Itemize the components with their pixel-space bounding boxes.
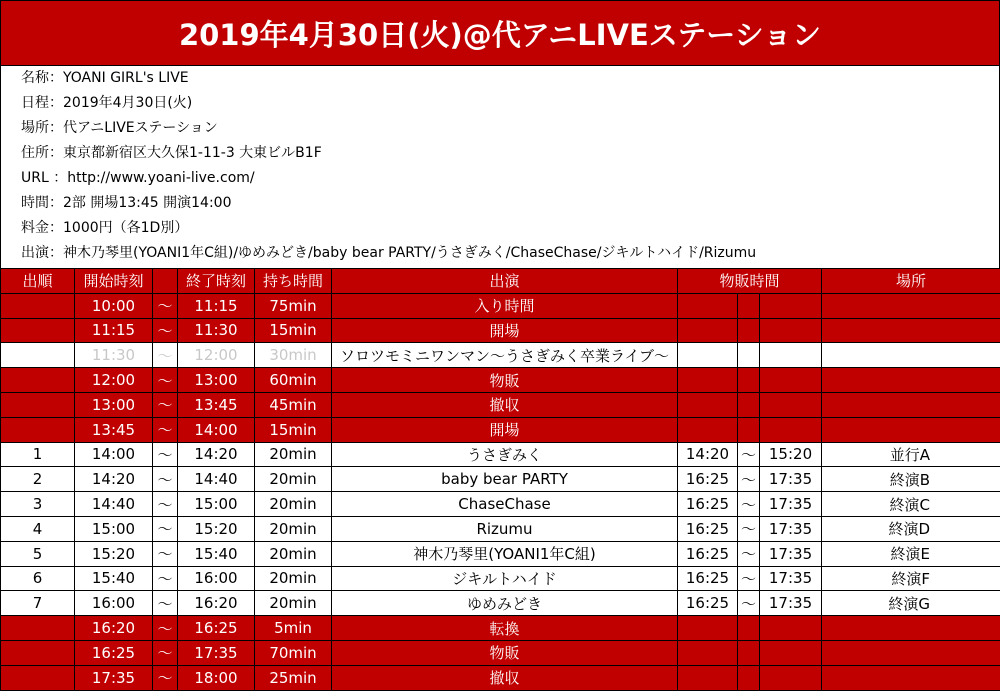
cell-merch-sep bbox=[738, 417, 760, 442]
cell-stage bbox=[822, 343, 1000, 368]
cell-order: 5 bbox=[1, 541, 75, 566]
cell-merch-sep bbox=[738, 616, 760, 641]
cell-merch-end: 15:20 bbox=[760, 442, 822, 467]
table-row bbox=[1, 442, 1000, 467]
table-row bbox=[1, 566, 1000, 591]
cell-performer: 開場 bbox=[332, 417, 678, 442]
cell-duration: 20min bbox=[255, 516, 332, 541]
cell-order bbox=[1, 616, 75, 641]
cell-duration: 20min bbox=[255, 591, 332, 616]
cell-merch-end: 17:35 bbox=[760, 566, 822, 591]
schedule-table bbox=[0, 268, 1000, 691]
header-performer: 出演 bbox=[332, 269, 678, 294]
event-info bbox=[0, 66, 1000, 268]
cell-merch-start bbox=[678, 392, 738, 417]
header-end: 終了時刻 bbox=[178, 269, 255, 294]
table-row bbox=[1, 293, 1000, 318]
cell-merch-sep bbox=[738, 293, 760, 318]
cell-stage: 終演G bbox=[822, 591, 1000, 616]
cell-merch-start: 16:25 bbox=[678, 566, 738, 591]
cell-performer: うさぎみく bbox=[332, 442, 678, 467]
info-performers: 出演：神木乃琴里(YOANI1年C組)/ゆめみどき/baby bear PARTY/うさぎみく/ChaseChase/ジキルトハイド/Rizumu bbox=[21, 245, 757, 261]
cell-merch-start: 16:25 bbox=[678, 467, 738, 492]
cell-merch-sep: ～ bbox=[738, 566, 760, 591]
cell-stage bbox=[822, 417, 1000, 442]
cell-start: 17:35 bbox=[75, 665, 153, 690]
cell-performer: baby bear PARTY bbox=[332, 467, 678, 492]
cell-sep: ～ bbox=[153, 318, 178, 343]
cell-order: 4 bbox=[1, 516, 75, 541]
cell-sep: ～ bbox=[153, 566, 178, 591]
cell-end: 13:00 bbox=[178, 368, 255, 393]
cell-performer: 入り時間 bbox=[332, 293, 678, 318]
cell-duration: 20min bbox=[255, 492, 332, 517]
cell-merch-start bbox=[678, 343, 738, 368]
cell-sep: ～ bbox=[153, 417, 178, 442]
page-title: 2019年4月30日(火)@代アニLIVEステーション bbox=[0, 0, 1000, 66]
cell-merch-sep bbox=[738, 392, 760, 417]
cell-merch-sep bbox=[738, 368, 760, 393]
cell-stage: 終演C bbox=[822, 492, 1000, 517]
cell-end: 16:20 bbox=[178, 591, 255, 616]
cell-performer: 物販 bbox=[332, 368, 678, 393]
cell-merch-start bbox=[678, 616, 738, 641]
cell-merch-start bbox=[678, 665, 738, 690]
cell-order: 6 bbox=[1, 566, 75, 591]
cell-order bbox=[1, 665, 75, 690]
cell-order: 7 bbox=[1, 591, 75, 616]
info-venue: 場所：代アニLIVEステーション bbox=[21, 120, 218, 136]
cell-merch-end: 17:35 bbox=[760, 467, 822, 492]
cell-sep: ～ bbox=[153, 467, 178, 492]
cell-stage: 並行A bbox=[822, 442, 1000, 467]
info-url: URL ：http://www.yoani-live.com/ bbox=[21, 170, 255, 186]
cell-start: 15:00 bbox=[75, 516, 153, 541]
cell-stage bbox=[822, 293, 1000, 318]
cell-merch-start: 16:25 bbox=[678, 492, 738, 517]
cell-end: 18:00 bbox=[178, 665, 255, 690]
cell-start: 14:40 bbox=[75, 492, 153, 517]
cell-end: 15:00 bbox=[178, 492, 255, 517]
cell-performer: ゆめみどき bbox=[332, 591, 678, 616]
header-place: 場所 bbox=[822, 269, 1000, 294]
cell-duration: 20min bbox=[255, 566, 332, 591]
cell-merch-end: 17:35 bbox=[760, 516, 822, 541]
cell-order bbox=[1, 293, 75, 318]
cell-merch-end bbox=[760, 392, 822, 417]
cell-merch-sep: ～ bbox=[738, 541, 760, 566]
cell-merch-start: 14:20 bbox=[678, 442, 738, 467]
cell-duration: 5min bbox=[255, 616, 332, 641]
cell-end: 15:40 bbox=[178, 541, 255, 566]
table-row bbox=[1, 492, 1000, 517]
cell-start: 12:00 bbox=[75, 368, 153, 393]
cell-duration: 25min bbox=[255, 665, 332, 690]
cell-performer: ジキルトハイド bbox=[332, 566, 678, 591]
cell-merch-start bbox=[678, 318, 738, 343]
cell-merch-sep bbox=[738, 665, 760, 690]
cell-sep: ～ bbox=[153, 368, 178, 393]
cell-performer: 神木乃琴里(YOANI1年C組) bbox=[332, 541, 678, 566]
cell-order bbox=[1, 392, 75, 417]
cell-merch-start bbox=[678, 293, 738, 318]
cell-sep: ～ bbox=[153, 640, 178, 665]
cell-merch-end bbox=[760, 318, 822, 343]
cell-stage bbox=[822, 640, 1000, 665]
cell-order bbox=[1, 318, 75, 343]
cell-merch-end bbox=[760, 343, 822, 368]
cell-end: 17:35 bbox=[178, 640, 255, 665]
header-start: 開始時刻 bbox=[75, 269, 153, 294]
cell-stage bbox=[822, 616, 1000, 641]
cell-start: 15:40 bbox=[75, 566, 153, 591]
header-duration: 持ち時間 bbox=[255, 269, 332, 294]
cell-sep: ～ bbox=[153, 665, 178, 690]
cell-performer: 撤収 bbox=[332, 392, 678, 417]
cell-performer: 開場 bbox=[332, 318, 678, 343]
info-address: 住所：東京都新宿区大久保1-11-3 大東ビルB1F bbox=[21, 145, 322, 161]
table-row bbox=[1, 541, 1000, 566]
cell-duration: 30min bbox=[255, 343, 332, 368]
cell-end: 15:20 bbox=[178, 516, 255, 541]
table-row bbox=[1, 417, 1000, 442]
table-row bbox=[1, 665, 1000, 690]
cell-start: 11:30 bbox=[75, 343, 153, 368]
cell-start: 16:00 bbox=[75, 591, 153, 616]
cell-end: 14:00 bbox=[178, 417, 255, 442]
cell-order: 2 bbox=[1, 467, 75, 492]
cell-end: 13:45 bbox=[178, 392, 255, 417]
cell-merch-sep: ～ bbox=[738, 516, 760, 541]
cell-merch-start: 16:25 bbox=[678, 591, 738, 616]
cell-merch-start bbox=[678, 640, 738, 665]
cell-order: 3 bbox=[1, 492, 75, 517]
table-row bbox=[1, 591, 1000, 616]
cell-start: 16:25 bbox=[75, 640, 153, 665]
cell-order bbox=[1, 368, 75, 393]
cell-duration: 15min bbox=[255, 417, 332, 442]
header-sep bbox=[153, 269, 178, 294]
cell-order bbox=[1, 417, 75, 442]
cell-start: 13:45 bbox=[75, 417, 153, 442]
cell-merch-end bbox=[760, 640, 822, 665]
table-row bbox=[1, 467, 1000, 492]
cell-stage: 終演E bbox=[822, 541, 1000, 566]
cell-end: 11:15 bbox=[178, 293, 255, 318]
cell-start: 15:20 bbox=[75, 541, 153, 566]
cell-merch-sep bbox=[738, 318, 760, 343]
cell-start: 13:00 bbox=[75, 392, 153, 417]
cell-duration: 75min bbox=[255, 293, 332, 318]
table-row bbox=[1, 368, 1000, 393]
cell-sep: ～ bbox=[153, 492, 178, 517]
cell-end: 16:00 bbox=[178, 566, 255, 591]
cell-start: 16:20 bbox=[75, 616, 153, 641]
cell-sep: ～ bbox=[153, 591, 178, 616]
table-row bbox=[1, 640, 1000, 665]
cell-sep: ～ bbox=[153, 541, 178, 566]
info-name: 名称：YOANI GIRL's LIVE bbox=[21, 70, 189, 86]
cell-end: 14:40 bbox=[178, 467, 255, 492]
cell-merch-sep bbox=[738, 640, 760, 665]
info-date: 日程：2019年4月30日(火) bbox=[21, 95, 193, 111]
cell-stage bbox=[822, 392, 1000, 417]
table-row bbox=[1, 516, 1000, 541]
cell-stage: 終演D bbox=[822, 516, 1000, 541]
cell-sep: ～ bbox=[153, 293, 178, 318]
cell-merch-start: 16:25 bbox=[678, 516, 738, 541]
table-row bbox=[1, 318, 1000, 343]
cell-duration: 20min bbox=[255, 442, 332, 467]
cell-sep: ～ bbox=[153, 343, 178, 368]
cell-performer: 物販 bbox=[332, 640, 678, 665]
cell-merch-end bbox=[760, 368, 822, 393]
cell-merch-sep: ～ bbox=[738, 492, 760, 517]
cell-order: 1 bbox=[1, 442, 75, 467]
cell-order bbox=[1, 343, 75, 368]
cell-stage bbox=[822, 665, 1000, 690]
cell-merch-sep: ～ bbox=[738, 442, 760, 467]
cell-merch-end: 17:35 bbox=[760, 541, 822, 566]
cell-stage bbox=[822, 368, 1000, 393]
cell-merch-end: 17:35 bbox=[760, 591, 822, 616]
table-row bbox=[1, 343, 1000, 368]
cell-duration: 70min bbox=[255, 640, 332, 665]
table-row bbox=[1, 392, 1000, 417]
table-row bbox=[1, 616, 1000, 641]
cell-duration: 60min bbox=[255, 368, 332, 393]
cell-stage: 終演B bbox=[822, 467, 1000, 492]
cell-sep: ～ bbox=[153, 392, 178, 417]
cell-start: 10:00 bbox=[75, 293, 153, 318]
cell-performer: Rizumu bbox=[332, 516, 678, 541]
cell-merch-sep: ～ bbox=[738, 467, 760, 492]
cell-merch-start bbox=[678, 368, 738, 393]
cell-sep: ～ bbox=[153, 442, 178, 467]
header-merch-time: 物販時間 bbox=[678, 269, 822, 294]
cell-performer: ソロツモミニワンマン～うさぎみく卒業ライブ～ bbox=[332, 343, 678, 368]
cell-end: 12:00 bbox=[178, 343, 255, 368]
cell-end: 16:25 bbox=[178, 616, 255, 641]
cell-performer: 撤収 bbox=[332, 665, 678, 690]
cell-stage: 終演F bbox=[822, 566, 1000, 591]
cell-merch-sep: ～ bbox=[738, 591, 760, 616]
cell-merch-end bbox=[760, 293, 822, 318]
cell-duration: 20min bbox=[255, 541, 332, 566]
cell-merch-start: 16:25 bbox=[678, 541, 738, 566]
cell-sep: ～ bbox=[153, 616, 178, 641]
info-price: 料金：1000円（各1D別） bbox=[21, 220, 189, 236]
header-order: 出順 bbox=[1, 269, 75, 294]
cell-start: 11:15 bbox=[75, 318, 153, 343]
cell-duration: 45min bbox=[255, 392, 332, 417]
schedule-body bbox=[1, 293, 1000, 690]
cell-duration: 20min bbox=[255, 467, 332, 492]
cell-performer: 転換 bbox=[332, 616, 678, 641]
cell-merch-start bbox=[678, 417, 738, 442]
cell-order bbox=[1, 640, 75, 665]
cell-merch-sep bbox=[738, 343, 760, 368]
cell-sep: ～ bbox=[153, 516, 178, 541]
cell-start: 14:20 bbox=[75, 467, 153, 492]
cell-merch-end bbox=[760, 417, 822, 442]
info-time: 時間：2部 開場13:45 開演14:00 bbox=[21, 195, 232, 211]
cell-start: 14:00 bbox=[75, 442, 153, 467]
cell-duration: 15min bbox=[255, 318, 332, 343]
cell-merch-end bbox=[760, 616, 822, 641]
cell-end: 11:30 bbox=[178, 318, 255, 343]
cell-stage bbox=[822, 318, 1000, 343]
cell-performer: ChaseChase bbox=[332, 492, 678, 517]
cell-merch-end bbox=[760, 665, 822, 690]
cell-merch-end: 17:35 bbox=[760, 492, 822, 517]
table-header-row bbox=[1, 269, 1000, 294]
cell-end: 14:20 bbox=[178, 442, 255, 467]
